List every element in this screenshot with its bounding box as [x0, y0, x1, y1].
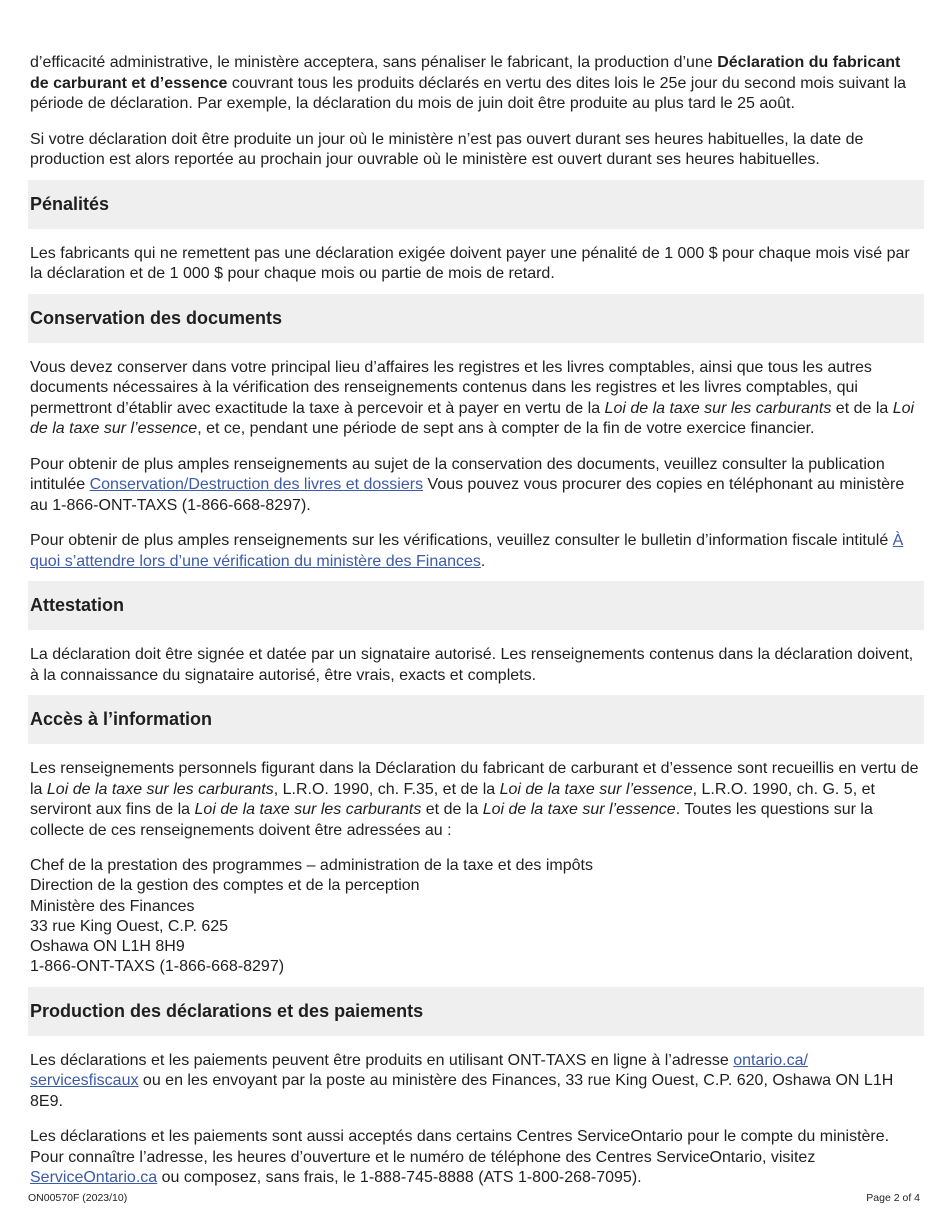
text: Les déclarations et les paiements peuvent être produits en utilisant ONT-TAXS en ligne à l’adresse — [30, 1051, 734, 1069]
form-name-bold: Déclaration du fabricant de carburant et d’essence — [30, 54, 901, 92]
form-id: ON00570F (2023/10) — [28, 1192, 128, 1204]
text: Vous devez conserver dans votre principal lieu d’affaires les registres et les livres comptables, ainsi que tous les autres documents nécessaires à la vérification des renseignements contenus dans les registres et les livres comptables, qui permettront d’établir avec exactitude la taxe à percevoir et à payer en vertu de la — [30, 358, 872, 417]
page-number: Page 2 of 4 — [866, 1192, 920, 1204]
conservation-paragraph-3 — [30, 531, 922, 572]
section-title: Attestation — [30, 595, 124, 615]
text: Pour obtenir de plus amples renseignements sur les vérifications, veuillez consulter le bulletin d’information fiscale intitulé — [30, 532, 893, 549]
text: , L.R.O. 1990, ch. F.35, et de la — [273, 780, 500, 798]
conservation-paragraph-2 — [30, 455, 922, 517]
text: Pour obtenir de plus amples renseignements au sujet de la conservation des documents, veuillez consulter la publication intitulée — [30, 455, 885, 493]
section-title: Conservation des documents — [30, 307, 283, 328]
page-content — [30, 53, 922, 1189]
intro-text: d’efficacité administrative, le ministère acceptera, sans pénaliser le fabricant, la production d’une — [30, 54, 718, 71]
conservation-paragraph-1 — [30, 358, 922, 440]
intro-text: couvrant tous les produits déclarés en vertu des dites lois le 25e jour du second mois suivant la période de déclaration. Par exemple, la déclaration du mois de juin doit être produite au plus tard le 25 août. — [30, 74, 907, 112]
section-header-attestation — [28, 581, 924, 630]
section-header-conservation — [28, 294, 924, 343]
mailing-address — [30, 856, 922, 978]
law-title: Loi de la taxe sur les carburants — [46, 780, 274, 798]
law-title: Loi de la taxe sur l’essence — [482, 801, 676, 818]
section-header-penalites — [28, 180, 924, 229]
link-part: servicesfiscaux — [30, 1072, 139, 1090]
law-title: Loi de la taxe sur les carburants — [194, 801, 422, 818]
production-paragraph-1 — [30, 1051, 922, 1113]
address-line: Chef de la prestation des programmes – administration de la taxe et des impôts — [30, 857, 593, 874]
verification-bulletin-link[interactable]: À quoi s’attendre lors d’une vérification du ministère des Finances — [30, 532, 904, 570]
address-line: 33 rue King Ouest, C.P. 625 — [30, 917, 229, 935]
text: et de la — [831, 399, 893, 417]
penalites-paragraph: Les fabricants qui ne remettent pas une déclaration exigée doivent payer une pénalité de 1 000 $ pour chaque mois visé par la déclaration et de 1 000 $ pour chaque mois ou partie de mois de retard. — [30, 244, 910, 282]
intro-paragraph-2: Si votre déclaration doit être produite un jour où le ministère n’est pas ouvert durant ses heures habituelles, la date de production est alors reportée au prochain jour ouvrable où le ministère est ouvert durant ses heures habituelles. — [30, 130, 864, 168]
serviceontario-link[interactable]: ServiceOntario.ca — [30, 1169, 158, 1187]
text: . — [480, 552, 486, 570]
address-line: Oshawa ON L1H 8H9 — [30, 938, 185, 956]
law-title: Loi de la taxe sur l’essence — [499, 780, 693, 798]
text: Les renseignements personnels figurant dans la Déclaration du fabricant de carburant et d’essence sont recueillis en vertu de la — [30, 760, 919, 798]
address-line: Direction de la gestion des comptes et de la perception — [30, 877, 420, 895]
section-title: Pénalités — [30, 193, 110, 214]
section-title: Accès à l’information — [30, 709, 213, 729]
attestation-paragraph: La déclaration doit être signée et datée par un signataire autorisé. Les renseignements contenus dans la déclaration doivent, à la connaissance du signataire autorisé, être vrais, exacts et complets. — [30, 646, 914, 684]
text: ou composez, sans frais, le 1-888-745-8888 (ATS 1-800-268-7095). — [157, 1169, 642, 1187]
intro-paragraph-1 — [30, 53, 922, 115]
text: Vous pouvez vous procurer des copies en téléphonant au ministère au 1-866-ONT-TAXS (1-866-668-8297). — [30, 476, 905, 514]
production-paragraph-2 — [30, 1127, 922, 1189]
text: , L.R.O. 1990, ch. G. 5, et serviront aux fins de la — [30, 780, 875, 818]
link-part: ontario.ca/ — [733, 1051, 808, 1069]
section-header-production — [28, 987, 924, 1036]
acces-paragraph — [30, 759, 922, 841]
section-title: Production des déclarations et des paiements — [30, 1000, 424, 1021]
text: ou en les envoyant par la poste au ministère des Finances, 33 rue King Ouest, C.P. 620, Oshawa ON L1H 8E9. — [30, 1072, 894, 1110]
address-line: Ministère des Finances — [30, 897, 195, 915]
law-title: Loi de la taxe sur les carburants — [604, 399, 832, 417]
address-line: 1-866-ONT-TAXS (1-866-668-8297) — [30, 958, 285, 976]
text: , et ce, pendant une période de sept ans à compter de la fin de votre exercice financier. — [197, 420, 815, 437]
text: et de la — [421, 801, 483, 818]
conservation-publication-link[interactable]: Conservation/Destruction des livres et dossiers — [89, 476, 424, 493]
text: Les déclarations et les paiements sont aussi acceptés dans certains Centres ServiceOntario pour le compte du ministère. Pour connaître l’adresse, les heures d’ouverture et le numéro de téléphone des Centres ServiceOntario, visitez — [30, 1128, 890, 1166]
law-title: Loi de la taxe sur l’essence — [30, 399, 915, 437]
text: . Toutes les questions sur la collecte de ces renseignements doivent être adressées au : — [30, 801, 873, 839]
section-header-acces — [28, 695, 924, 744]
